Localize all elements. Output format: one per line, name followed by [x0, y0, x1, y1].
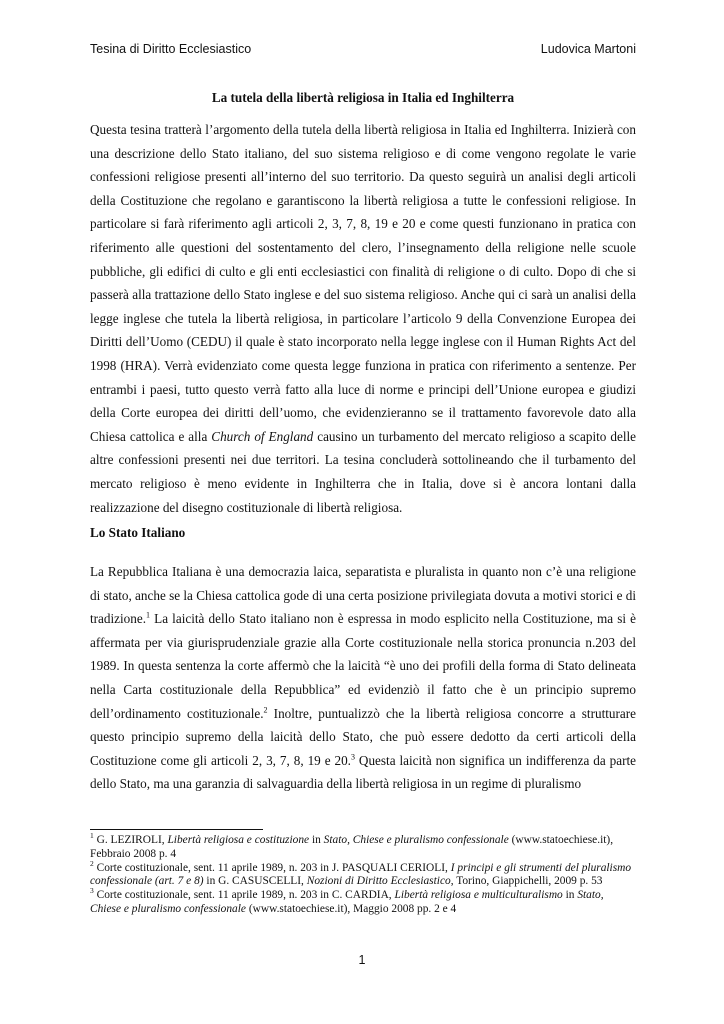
footnote-2-text-c: in G. CASUSCELLI,: [203, 875, 307, 888]
footnote-2-italic-b: I principi e gli strumenti del pluralismo confessionale (art. 7 e 8): [90, 861, 632, 888]
intro-italic-church-of-england: Church of England: [211, 428, 314, 444]
footnote-3-italic-b: Libertà religiosa e multiculturalismo: [394, 889, 563, 902]
footnote-3-text-c: in: [562, 889, 578, 902]
footnote-2-number: 2: [90, 858, 94, 868]
intro-text-part-1: Questa tesina tratterà l’argomento della tutela della libertà religiosa in Italia ed Inghilterra. Inizierà con una descrizione dello Stato italiano, del suo sistema religioso e di come vengono regolate le varie confessioni religiose presenti all’interno del suo territorio. Da questo seguirà un analisi degli articoli della Costituzione che regolano e garantiscono la libertà religiosa a tutte le confessioni religiose. In particolare si farà riferimento agli articoli 2, 3, 7, 8, 19 e 20 e come questi funzionano in pratica con riferimento alle questioni del sostentamento del clero, l’insegnamento della religione nelle scuole pubbliche, gli edifici di culto e gli enti ecclesiastici con finalità di religione o di culto. Dopo di che si passerà alla trattazione dello Stato inglese e del suo sistema religioso. Anche qui ci sarà un analisi della legge inglese che tutela la libertà religiosa, in particolare l’articolo 9 della Convenzione Europea dei Diritti dell’Uomo (CEDU) il quale è stato incorporato nella legge inglese con il Human Rights Act del 1998 (HRA). Verrà evidenziato come questa legge funziona in pratica con riferimento a sentenze. Per entrambi i paesi, tutto questo verrà fatto alla luce di norme e principi dell’Unione europea e giudizi della Corte europea dei diritti dell’uomo, che evidenzieranno se il trattamento favorevole dato alla Chiesa cattolica e alla: [90, 122, 636, 444]
footnote-2-text-a: Corte costituzionale, sent. 11 aprile 1989, n. 203 in J. PASQUALI CERIOLI,: [93, 861, 451, 874]
section-text-part-1: La Repubblica Italiana è una democrazia laica, separatista e pluralista in quanto non c’è una religione di stato, anche se la Chiesa cattolica gode di una certa posizione privilegiata dovuta a motivi storici e di tradizione.: [90, 564, 637, 627]
footnotes: [90, 831, 636, 917]
section-text-part-3: Inoltre, puntualizzò che la libertà religiosa concorre a strutturare questo principio supremo della laicità dello Stato, che può essere dedotto da certi articoli della Costituzione come gli articoli 2, 3, 7, 8, 19 e 20.: [90, 705, 636, 768]
footnote-ref-1[interactable]: 1: [146, 610, 151, 620]
footnote-separator: [90, 829, 263, 830]
page-header: [90, 42, 636, 56]
section-text-part-2: La laicità dello Stato italiano non è espressa in modo esplicito nella Costituzione, ma si è affermata per via giurisprudenziale grazie alla Corte costituzionale nella storica pronuncia n.203 del 1989. In questa sentenza la corte affermò che la laicità “è uno dei profili della forma di Stato delineata nella Carta costituzionale della Repubblica” ed evidenziò il fatto che è un principio supremo dell’ordinamento costituzionale.: [90, 611, 636, 721]
footnote-2-italic-d: Nozioni di Diritto Ecclesiastico: [306, 875, 451, 888]
section-heading: Lo Stato Italiano: [90, 525, 186, 540]
footnote-3-text-e: (www.statoechiese.it), Maggio 2008 pp. 2 e 4: [245, 902, 457, 915]
intro-text-part-2: causino un turbamento del mercato religioso a scapito delle altre confessioni presenti nei due territori. La tesina concluderà sottolineando che il turbamento del mercato religioso è meno evidente in Inghilterra che in Italia, dove si è ancora lontani dalla realizzazione del disegno costituzionale di libertà religiosa.: [90, 428, 636, 515]
header-course-title: Tesina di Diritto Ecclesiastico: [90, 42, 252, 56]
footnote-ref-2[interactable]: 2: [263, 705, 268, 715]
footnote-2: [90, 858, 636, 890]
footnote-ref-3[interactable]: 3: [350, 752, 355, 762]
footnote-1-text-e: (www.statoechiese.it), Febbraio 2008 p. 4: [90, 834, 614, 860]
footnote-3-italic-d: Stato, Chiese e pluralismo confessionale: [90, 889, 604, 915]
footnote-1-text-a: G. LEZIROLI,: [93, 834, 168, 846]
footnote-3: [90, 886, 636, 917]
header-author: Ludovica Martoni: [540, 42, 636, 56]
footnote-1-text-c: in: [309, 834, 324, 846]
page-number: 1: [358, 953, 366, 967]
footnote-1-number: 1: [90, 831, 94, 841]
footnote-1-italic-b: Libertà religiosa e costituzione: [167, 834, 310, 846]
footnote-1: [90, 831, 636, 862]
section-text-part-4: Questa laicità non significa un indifferenza da parte dello Stato, ma una garanzia di salvaguardia della libertà religiosa in un regime di pluralismo: [90, 752, 636, 792]
document-title: La tutela della libertà religiosa in Italia ed Inghilterra: [211, 90, 515, 105]
footnote-3-number: 3: [90, 886, 94, 896]
footnote-3-text-a: Corte costituzionale, sent. 11 aprile 1989, n. 203 in C. CARDIA,: [93, 889, 395, 902]
intro-paragraph: [90, 118, 636, 519]
footnote-2-text-e: , Torino, Giappichelli, 2009 p. 53: [450, 875, 603, 888]
section-paragraph: [90, 560, 636, 796]
footnote-1-italic-d: Stato, Chiese e pluralismo confessionale: [323, 834, 509, 846]
